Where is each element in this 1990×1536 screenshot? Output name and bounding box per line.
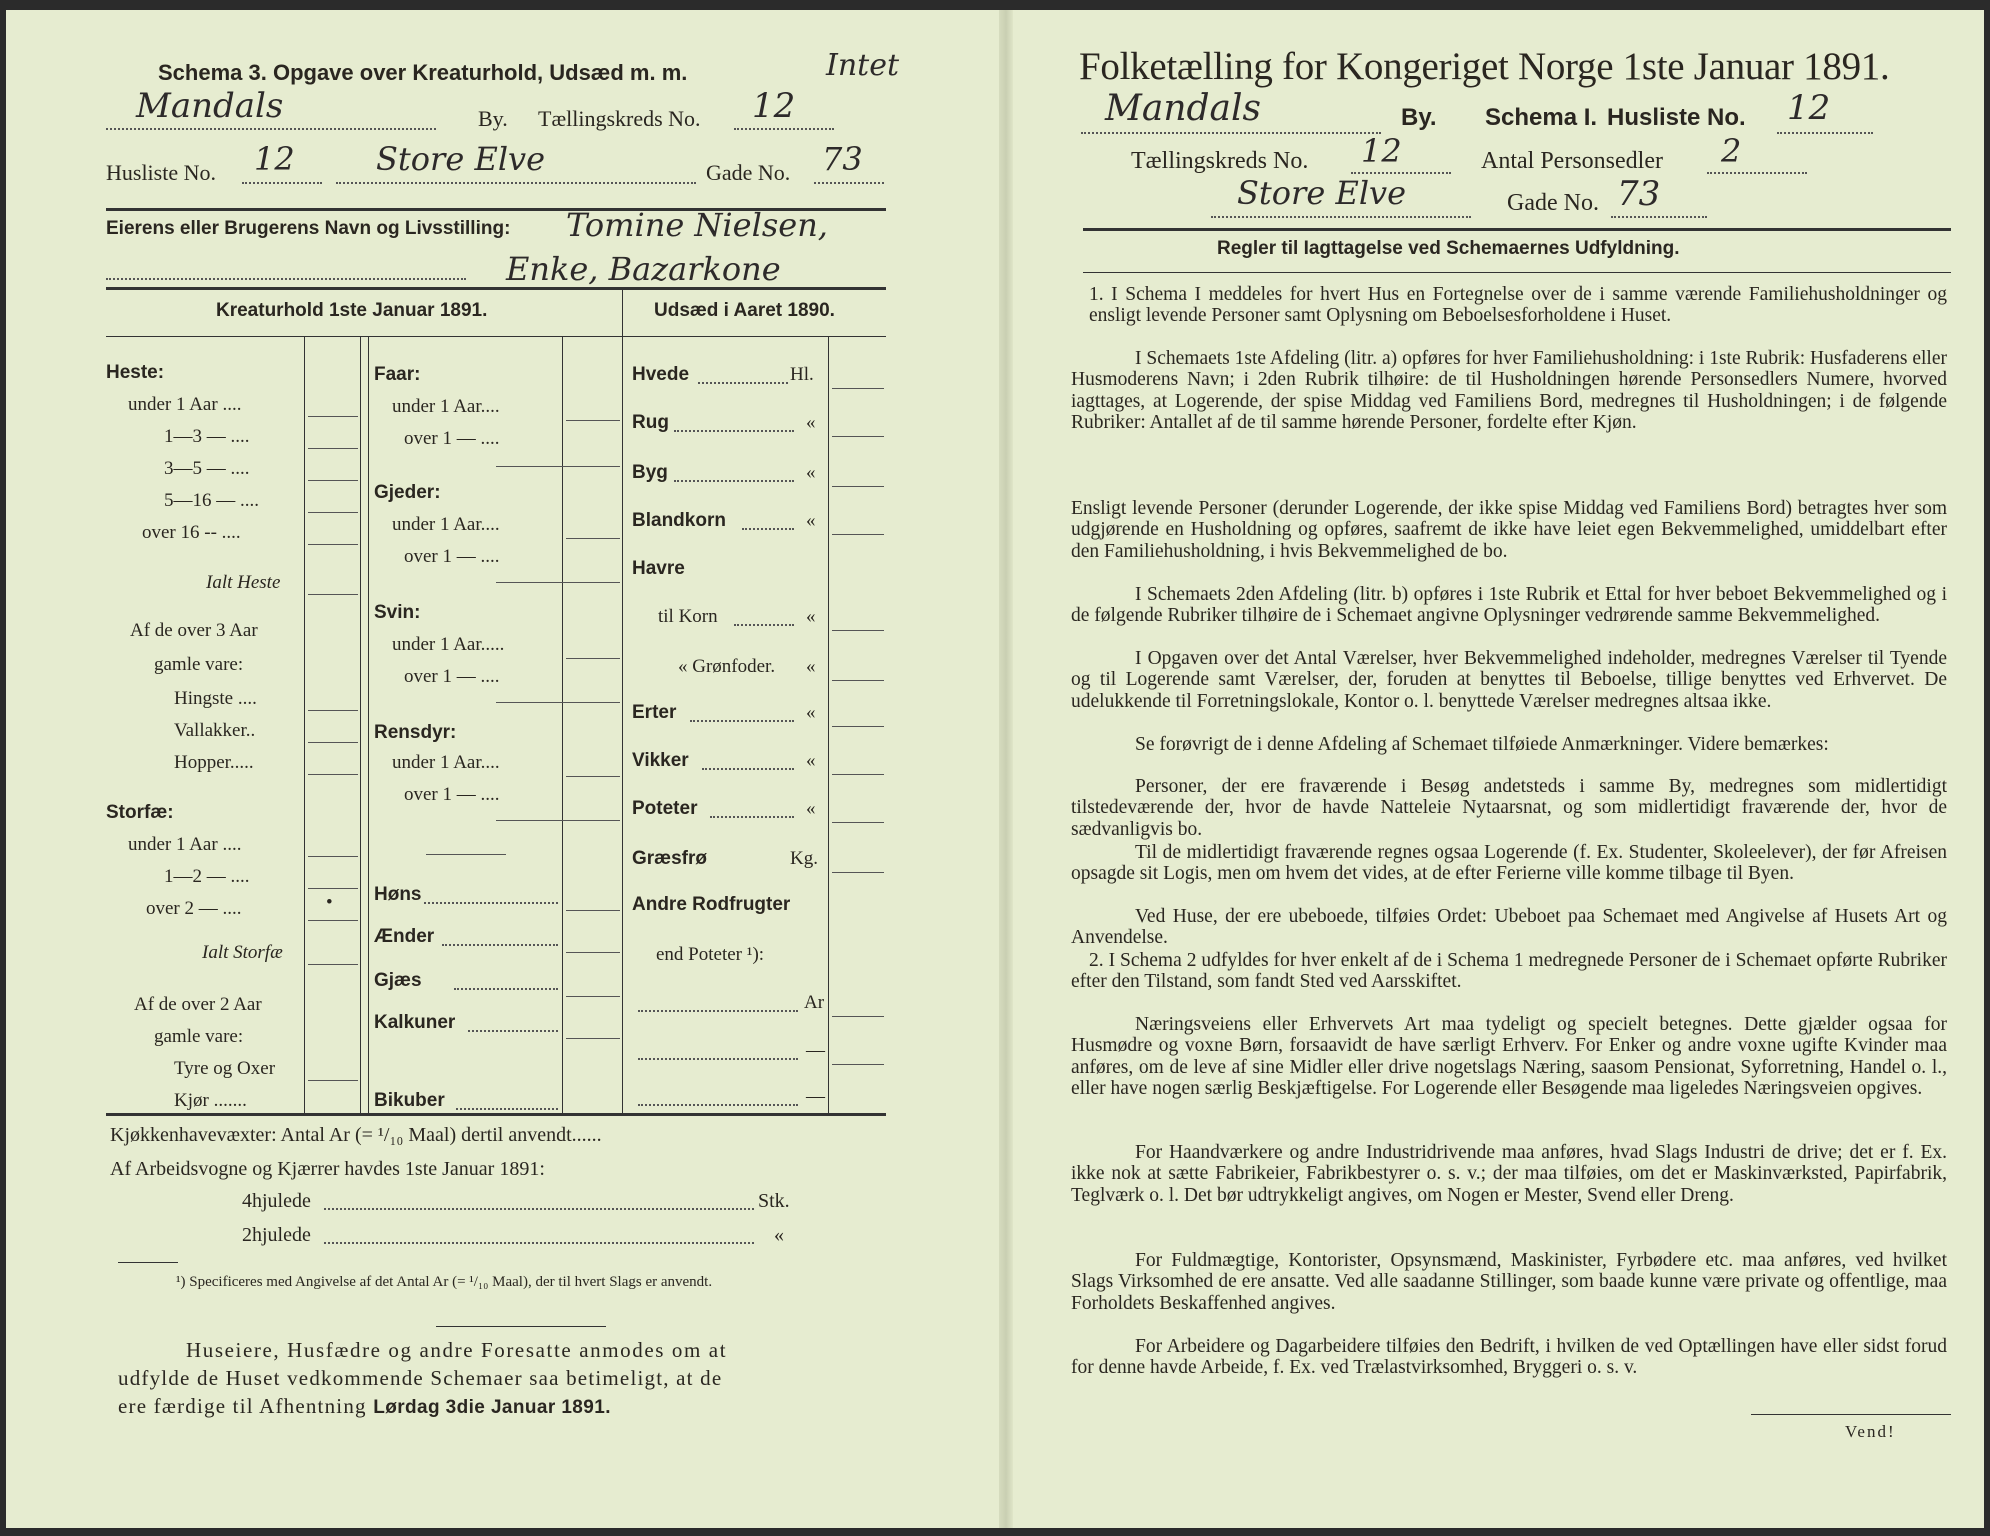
poteter-ditto: « — [806, 798, 816, 819]
schema-label: Schema I. — [1485, 104, 1598, 131]
col-divider — [360, 336, 361, 1113]
husliste-field — [242, 140, 322, 184]
husliste-label: Husliste No. — [106, 160, 216, 185]
faar-label: Faar: — [374, 364, 421, 385]
owner-handwriting-2: Enke, Bazarkone — [506, 250, 781, 288]
til-korn-ditto: « — [806, 606, 816, 627]
til-korn: til Korn — [658, 606, 718, 627]
table-bottom-border — [106, 1113, 886, 1116]
closing-line-1: Huseiere, Husfædre og andre Foresatte anmodes om at — [186, 1338, 728, 1362]
street-field — [336, 140, 696, 184]
heste-row: 5—16 — .... — [164, 490, 259, 511]
antal-field — [1707, 132, 1807, 174]
arbeidsvogne-line: Af Arbeidsvogne og Kjærrer havdes 1ste Januar 1891: — [110, 1158, 545, 1180]
taellingskreds-field — [1351, 132, 1451, 174]
rug-label: Rug — [632, 412, 669, 433]
gamle-vare: gamle vare: — [154, 654, 244, 675]
table-header-border — [106, 336, 886, 337]
col-divider — [368, 336, 369, 1113]
svin-row: over 1 — .... — [404, 666, 500, 687]
ar-unit: Ar — [804, 992, 825, 1013]
gade-handwriting: 73 — [822, 140, 863, 178]
andre-rodfrugter: Andre Rodfrugter — [632, 894, 791, 915]
rug-ditto: « — [806, 412, 816, 433]
husliste-handwriting: 12 — [1787, 88, 1831, 128]
heste-label: Heste: — [106, 362, 165, 383]
blandkorn-label: Blandkorn — [632, 510, 726, 531]
to-hjulede-ditto: « — [774, 1224, 784, 1246]
end-poteter: end Poteter ¹): — [656, 944, 765, 965]
tyre-og-oxer: Tyre og Oxer — [174, 1058, 276, 1079]
owner-handwriting-1: Tomine Nielsen, — [566, 206, 828, 244]
poteter-label: Poteter — [632, 798, 698, 819]
gjaes-label: Gjæs — [374, 970, 422, 991]
divider — [1083, 272, 1951, 273]
rule-paragraph: I Opgaven over det Antal Værelser, hver Bekvemmelighed indeholder, medregnes Værelser til Tyende og til Logerende samt Værelser, der, foruden at benyttes til Beboelse, tillige benyttes ved Erhvervet. De udelukkende til Forretningslokale, Kontor o. l. benyttede Værelser medregnes altsaa ikke. — [1071, 648, 1947, 712]
city-handwriting: Mandals — [1105, 88, 1262, 129]
heste-row: over 16 -- .... — [142, 522, 241, 543]
rule-paragraph: Personer, der ere fraværende i Besøg andetsteds i samme By, medregnes som midlertidigt tilstedeværende der, hvor de havde Natteleie Nytaarsnat, og som midlertidigt fraværende der, hvor de sædvanligvis bo. — [1071, 776, 1947, 840]
gade-label: Gade No. — [706, 160, 791, 185]
city-field — [106, 86, 436, 130]
rule-paragraph: 2. I Schema 2 udfyldes for hver enkelt af de i Schema 1 medregnede Personer de i Schemaet opførte Rubriker efter den Tilstand, som fandt Sted ved Aarsskiftet. — [1071, 950, 1947, 993]
vend-label: Vend! — [1845, 1422, 1896, 1441]
hvede-unit: Hl. — [790, 364, 814, 385]
street-handwriting: Store Elve — [376, 140, 546, 178]
rule-paragraph: Se forøvrigt de i denne Afdeling af Schemaet tilføiede Anmærkninger. Videre bemærkes: — [1135, 734, 1829, 755]
rule-paragraph: For Haandværkere og andre Industridrivende maa anføres, hvad Slags Industri de drive; det er f. Ex. ikke nok at sætte Fabrikeier, Fabrikbestyrer o. s. v.; der maa tilføies, om det er Maskinværksted, Papirfabrik, Teglværk o. l. Det bør udtrykkeligt angives, om Nogen er Mester, Svend eller Dreng. — [1071, 1142, 1947, 1206]
col-divider — [562, 336, 563, 1113]
gade-label: Gade No. — [1507, 190, 1599, 216]
erter-ditto: « — [806, 702, 816, 723]
kreatur-heading: Kreaturhold 1ste Januar 1891. — [216, 300, 488, 321]
census-title: Folketælling for Kongeriget Norge 1ste Januar 1891. — [1079, 45, 1890, 88]
rule-paragraph: For Fuldmægtige, Kontorister, Opsynsmænd, Maskinister, Fyrbødere etc. maa anføres, ved hvilket Slags Virksomhed de ere ansatte. Ved alle saadanne Stillinger, som baade kunne være private og offentlige, maa Forholdets Beskaffenhed angives. — [1071, 1250, 1947, 1314]
taellingskreds-field — [734, 86, 834, 130]
gade-handwriting: 73 — [1617, 174, 1661, 214]
svin-row: under 1 Aar..... — [392, 634, 505, 655]
rule-paragraph: For Arbeidere og Dagarbeidere tilføies den Bedrift, i hvilken de ved Optællingen have eller sidst forud for denne havde Arbeide, f. Ex. ved Trælastvirksomhed, Bryggeri o. s. v. — [1071, 1336, 1947, 1379]
census-sheet — [6, 10, 1984, 1528]
table-divider — [622, 287, 623, 1113]
storfae-row: over 2 — .... — [146, 898, 242, 919]
ar-dash: — — [806, 1040, 825, 1061]
street-field — [1211, 174, 1471, 218]
gronfoder: « Grønfoder. — [678, 656, 776, 677]
storfae-row: 1—2 — .... — [164, 866, 250, 887]
svin-label: Svin: — [374, 602, 421, 623]
husliste-label: Husliste No. — [1607, 104, 1746, 131]
af-over-3: Af de over 3 Aar — [130, 620, 258, 641]
divider — [1083, 228, 1951, 231]
taellingskreds-handwriting: 12 — [752, 86, 796, 126]
gjeder-label: Gjeder: — [374, 482, 441, 503]
erter-label: Erter — [632, 702, 677, 723]
by-label: By. — [1401, 104, 1437, 131]
rule-paragraph: Til de midlertidigt fraværende regnes ogsaa Logerende (f. Ex. Studenter, Skoleelever), der før Afreisen opsagde sit Logis, men om hvem det vides, at de efter Ferierne ville komme tilbage til Byen. — [1071, 842, 1947, 885]
ialt-storfae: Ialt Storfæ — [202, 942, 283, 963]
faar-row: over 1 — .... — [404, 428, 500, 449]
udsaed-heading: Udsæd i Aaret 1890. — [654, 300, 835, 321]
kjor: Kjør ....... — [174, 1090, 247, 1111]
byg-ditto: « — [806, 462, 816, 483]
bikuber-label: Bikuber — [374, 1090, 445, 1111]
vend-rule — [1751, 1414, 1951, 1415]
vikker-label: Vikker — [632, 750, 689, 771]
taellingskreds-handwriting: 12 — [1361, 132, 1402, 170]
faar-row: under 1 Aar.... — [392, 396, 500, 417]
col-divider — [828, 336, 829, 1113]
taellingskreds-label: Tællingskreds No. — [1131, 148, 1309, 174]
gjeder-row: under 1 Aar.... — [392, 514, 500, 535]
ar-dash: — — [806, 1086, 825, 1107]
antal-handwriting: 2 — [1721, 132, 1742, 170]
rule-paragraph: I Schemaets 1ste Afdeling (litr. a) opføres for hver Familiehusholdning: i 1ste Rubrik: Husfaderens eller Husmoderens Navn; i 2den Rubrik tilhøire: de til Husholdningen hørende Personsedlers Numere, hvorved iagttages, at Logerende, der spise Middag ved Familiens Bord, medregnes til Husholdningen; i de følgende Rubriker: Antallet af de til samme hørende Personer, fordelte efter Kjøn. — [1071, 348, 1947, 434]
owner-label: Eierens eller Brugerens Navn og Livsstilling: — [106, 218, 511, 239]
antal-personsedler-label: Antal Personsedler — [1481, 148, 1663, 174]
byg-label: Byg — [632, 462, 668, 483]
table-top-border — [106, 287, 886, 290]
hopper: Hopper..... — [174, 752, 254, 773]
blandkorn-ditto: « — [806, 510, 816, 531]
rules-heading: Regler til Iagttagelse ved Schemaernes Udfyldning. — [1217, 238, 1680, 259]
city-field — [1081, 88, 1381, 134]
footnote-divider — [436, 1326, 606, 1327]
heste-row: 3—5 — .... — [164, 458, 250, 479]
fire-hjulede: 4hjulede — [242, 1190, 311, 1212]
rule-paragraph: Næringsveiens eller Erhvervets Art maa tydeligt og specielt betegnes. Dette gjælder ogsaa for Husmødre og voxne Børn, forsaavidt de have særligt Erhverv. For Enker og andre voxne ugifte Kvinder maa anføres, om de leve af sine Midler eller drive nogetslags Næring, saasom Pensionat, Syforretning, Handel o. l., eller have nogen særlig Beskjæftigelse. For Logerende eller Besøgende maa ligeledes Næringsveien opgives. — [1071, 1014, 1947, 1100]
kalkuner-label: Kalkuner — [374, 1012, 456, 1033]
footnote: ¹) Specificeres med Angivelse af det Antal Ar (= ¹/₁₀ Maal), der til hvert Slags er anvendt. — [176, 1274, 713, 1290]
left-page-schema-3 — [6, 10, 996, 1528]
rule-paragraph: I Schemaets 2den Afdeling (litr. b) opføres i 1ste Rubrik et Ettal for hver beboet Bekvemmelighed og i de følgende Rubriker tilhøire de i Schemaet angivne Oplysninger vedrørende samme Bekvemmelighed. — [1071, 584, 1947, 627]
heste-row: under 1 Aar .... — [128, 394, 242, 415]
footnote-rule — [118, 1262, 178, 1263]
col-divider — [304, 336, 305, 1113]
kjokkenhave-line: Kjøkkenhavevæxter: Antal Ar (= ¹/₁₀ Maal) dertil anvendt...... — [110, 1124, 602, 1146]
handwritten-dot: • — [326, 892, 333, 913]
hvede-label: Hvede — [632, 364, 690, 385]
header-handwriting: Intet — [826, 48, 900, 83]
storfae-label: Storfæ: — [106, 802, 174, 823]
schema3-title: Schema 3. Opgave over Kreaturhold, Udsæd m. m. — [158, 60, 688, 85]
stk-unit: Stk. — [758, 1190, 790, 1212]
city-handwriting: Mandals — [136, 86, 284, 126]
hingste: Hingste .... — [174, 688, 257, 709]
husliste-field — [1777, 88, 1873, 134]
gjeder-row: over 1 — .... — [404, 546, 500, 567]
rensdyr-row: over 1 — .... — [404, 784, 500, 805]
gronfoder-ditto: « — [806, 656, 816, 677]
taellingskreds-label: Tællingskreds No. — [538, 106, 701, 131]
rensdyr-row: under 1 Aar.... — [392, 752, 500, 773]
havre-label: Havre — [632, 558, 685, 579]
right-page-schema-1 — [1011, 10, 1984, 1528]
ialt-heste: Ialt Heste — [206, 572, 281, 593]
street-handwriting: Store Elve — [1237, 174, 1407, 212]
rule-paragraph: 1. I Schema I meddeles for hvert Hus en Fortegnelse over de i samme værende Familiehusholdninger og ensligt levende Personer samt Oplysning om Beboelsesforholdene i Huset. — [1089, 284, 1947, 327]
rensdyr-label: Rensdyr: — [374, 722, 457, 743]
heste-row: 1—3 — .... — [164, 426, 250, 447]
graesfro-unit: Kg. — [790, 848, 818, 869]
closing-line-3-text: ere færdige til Afhentning — [118, 1394, 367, 1418]
vallakker: Vallakker.. — [174, 720, 256, 741]
by-label: By. — [478, 106, 508, 131]
af-over-2: Af de over 2 Aar — [134, 994, 262, 1015]
rule-paragraph: Ved Huse, der ere ubeboede, tilføies Ordet: Ubeboet paa Schemaet med Angivelse af Husets Art og Anvendelse. — [1071, 906, 1947, 949]
owner-dots — [106, 278, 466, 280]
rule-paragraph: Ensligt levende Personer (derunder Logerende, der ikke spise Middag ved Familiens Bord) betragtes hver som udgjørende en Husholdning og opføres, saafremt de ikke have leiet egen Bekvemmelighed, umiddelbart efter den Familiehusholdning, i hvis Bekvemmelighed de bo. — [1071, 498, 1947, 562]
gade-field — [814, 140, 884, 184]
closing-line-3 — [118, 1394, 611, 1419]
aender-label: Ænder — [374, 926, 435, 947]
vikker-ditto: « — [806, 750, 816, 771]
hons-label: Høns — [374, 884, 422, 905]
husliste-handwriting: 12 — [254, 140, 295, 178]
graesfro-label: Græsfrø — [632, 848, 707, 869]
to-hjulede: 2hjulede — [242, 1224, 311, 1246]
storfae-row: under 1 Aar .... — [128, 834, 242, 855]
gade-field — [1611, 174, 1707, 218]
closing-date: Lørdag 3die Januar 1891. — [373, 1397, 611, 1418]
closing-line-2: udfylde de Huset vedkommende Schemaer saa betimeligt, at de — [118, 1366, 723, 1390]
gamle-vare-2: gamle vare: — [154, 1026, 244, 1047]
